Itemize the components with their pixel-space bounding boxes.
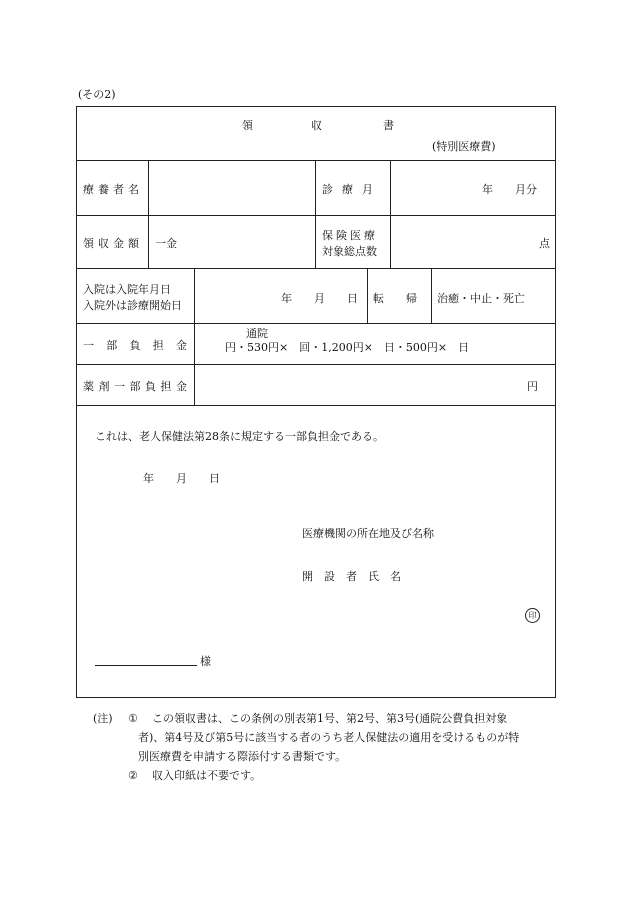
title-char: 書 (383, 119, 394, 132)
institution-label: 医療機関の所在地及び名称 (302, 527, 434, 540)
label-char: 名 (128, 183, 139, 196)
outcome-label: 転 帰 (373, 292, 417, 305)
row-divider (76, 323, 556, 324)
title-char: 領 (242, 119, 253, 132)
addressee-suffix: 様 (200, 655, 211, 668)
label-char: 一 (83, 339, 94, 352)
received-amount-label (83, 235, 139, 251)
label-char: 者 (113, 183, 124, 196)
label-char: 収 (98, 237, 109, 250)
title-char: 収 (311, 119, 322, 132)
copay-note: 通院 (246, 327, 268, 340)
label-char: 額 (128, 237, 139, 250)
label-char: 負 (145, 380, 156, 393)
outcome-value: 治癒・中止・死亡 (437, 292, 525, 305)
label-char: 担 (160, 380, 172, 393)
note-line: 者)、第4号及び第5号に該当する者のうち老人保健法の適用を受けるものが特 (138, 731, 520, 744)
label-char: 部 (129, 380, 141, 393)
patient-name-field[interactable] (155, 176, 310, 206)
insurance-points-unit: 点 (539, 237, 550, 250)
label-char: 療 (83, 183, 94, 196)
column-divider (194, 268, 195, 405)
treatment-month-label: 診療月 (322, 183, 382, 196)
insurance-points-label: 保険医療 (322, 229, 378, 242)
label-char: 担 (152, 339, 164, 352)
note-line: 別医療費を申請する際添付する書類です。 (138, 750, 347, 763)
admission-label: 入院は入院年月日 (83, 283, 171, 296)
label-char: 剤 (98, 380, 110, 393)
founder-label: 開 設 者 氏 名 (302, 570, 401, 583)
patient-name-label (83, 181, 139, 197)
label-char: 養 (98, 183, 109, 196)
insurance-points-label: 対象総点数 (322, 245, 377, 258)
page-label: (その2) (78, 88, 116, 101)
note-line: 収入印紙は不要です。 (152, 769, 262, 782)
column-divider (431, 268, 432, 323)
label-char: 金 (176, 339, 187, 352)
drug-copay-label (83, 378, 187, 394)
label-char: 一 (114, 380, 125, 393)
label-char: 部 (106, 339, 118, 352)
label-char: 金 (176, 380, 187, 393)
note-line: この領収書は、この条例の別表第1号、第2号、第3号(通院公費負担対象 (152, 712, 508, 725)
addressee-line (95, 665, 197, 666)
column-divider (315, 160, 316, 268)
label-char: 領 (83, 237, 94, 250)
issue-date: 年 月 日 (143, 472, 220, 485)
column-divider (148, 160, 149, 268)
label-char: 金 (113, 237, 124, 250)
received-amount-value: 一金 (155, 237, 177, 250)
row-divider (76, 268, 556, 269)
note-number: ② (128, 769, 138, 782)
label-char: 負 (129, 339, 141, 352)
row-divider (76, 364, 556, 365)
column-divider (367, 268, 368, 323)
drug-copay-unit: 円 (527, 380, 538, 393)
note-number: ① (128, 712, 138, 725)
admission-label: 入院外は診療開始日 (83, 299, 182, 312)
column-divider (390, 160, 391, 268)
seal-icon: 印 (525, 608, 540, 623)
label-char: 薬 (83, 380, 94, 393)
notes-marker: (注) (93, 712, 113, 725)
treatment-month-value: 年 月分 (482, 183, 537, 196)
copay-formula: 円・530円× 回・1,200円× 日・500円× 日 (225, 341, 470, 354)
statement-text: これは、老人保健法第28条に規定する一部負担金である。 (95, 430, 384, 443)
copay-label (83, 337, 187, 353)
row-divider (76, 405, 556, 406)
receipt-subtitle: (特別医療費) (432, 140, 496, 153)
admission-date-value: 年 月 日 (281, 292, 358, 305)
